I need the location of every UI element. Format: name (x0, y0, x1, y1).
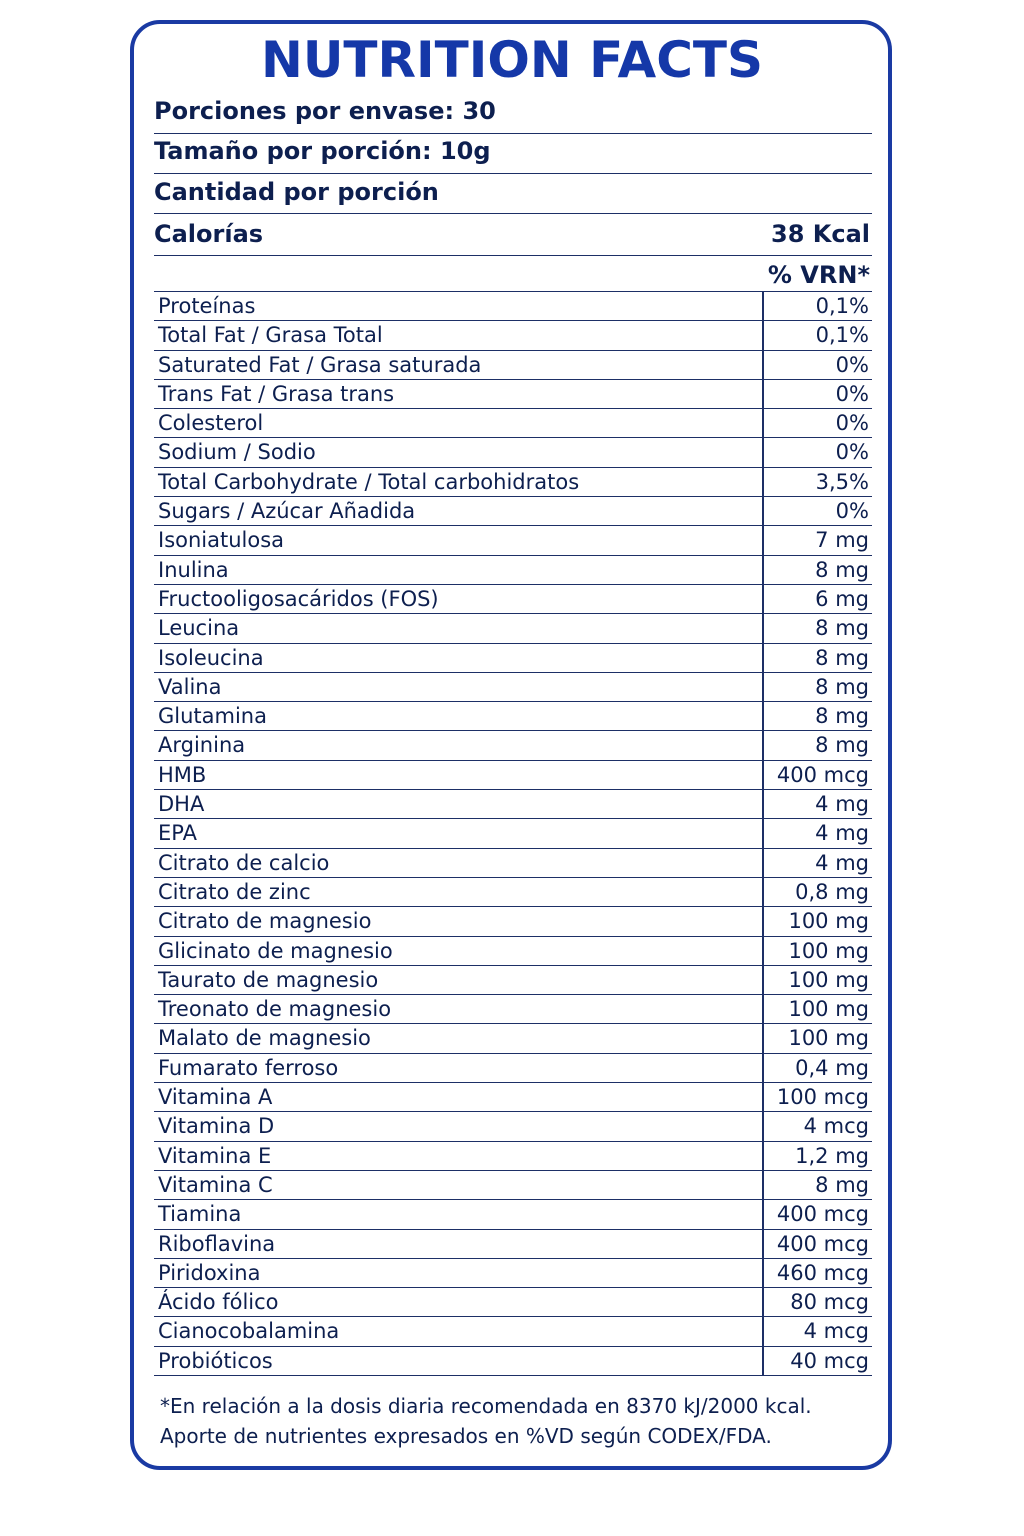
nutrient-name: Inulina (158, 557, 229, 582)
nutrient-value: 0,1% (815, 323, 869, 348)
nutrient-name: Sugars / Azúcar Añadida (158, 499, 416, 524)
nutrient-row (154, 1347, 872, 1376)
nutrient-row (154, 526, 872, 555)
nutrient-name: Treonato de magnesio (158, 997, 392, 1022)
nutrient-row (154, 702, 872, 731)
nutrient-row (154, 937, 872, 966)
nutrient-name: Total Carbohydrate / Total carbohidratos (158, 469, 580, 494)
nutrient-name: Saturated Fat / Grasa saturada (158, 352, 482, 377)
nutrient-value: 0% (835, 440, 869, 465)
nutrient-value: 4 mg (815, 850, 869, 875)
nutrient-row (154, 819, 872, 848)
nutrient-name: Isoleucina (158, 645, 264, 670)
nutrient-name: Vitamina C (158, 1172, 273, 1197)
nutrient-row (154, 292, 872, 321)
nutrient-value: 100 mg (788, 967, 869, 992)
nutrient-row (154, 497, 872, 526)
nutrient-value: 4 mg (815, 792, 869, 817)
nutrient-row (154, 585, 872, 614)
nutrient-table (154, 292, 872, 1376)
nutrient-row (154, 1112, 872, 1141)
nutrient-name: Glutamina (158, 704, 267, 729)
nutrient-value: 100 mg (788, 938, 869, 963)
nutrient-name: Isoniatulosa (158, 528, 285, 553)
nutrient-value: 0,8 mg (795, 879, 869, 904)
nutrient-value: 460 mcg (776, 1260, 869, 1285)
nutrient-value: 1,2 mg (795, 1143, 869, 1168)
calories-row (154, 214, 872, 256)
nutrient-name: Ácido fólico (158, 1290, 279, 1315)
nutrient-value: 4 mcg (803, 1114, 869, 1139)
nutrient-name: Fumarato ferroso (158, 1055, 339, 1080)
nutrient-row (154, 409, 872, 438)
serving-size: Tamaño por porción: 10g (154, 134, 872, 174)
nutrient-name: Vitamina D (158, 1114, 275, 1139)
nutrient-row (154, 614, 872, 643)
nutrient-row (154, 1288, 872, 1317)
nutrient-name: Proteínas (158, 294, 256, 318)
nutrient-row (154, 468, 872, 497)
nutrient-row (154, 321, 872, 350)
nutrient-value: 4 mg (815, 821, 869, 846)
nutrient-value: 8 mg (815, 557, 869, 582)
nutrient-row (154, 966, 872, 995)
nutrient-name: Citrato de calcio (158, 850, 330, 875)
nutrient-name: Leucina (158, 616, 240, 641)
footnote-line-1: *En relación a la dosis diaria recomendada en 8370 kJ/2000 kcal. (160, 1394, 812, 1418)
nutrient-value: 100 mcg (776, 1085, 869, 1110)
nutrient-name: Sodium / Sodio (158, 440, 316, 465)
nutrient-value: 7 mg (815, 528, 869, 553)
nutrient-name: Trans Fat / Grasa trans (158, 381, 395, 406)
nutrient-row (154, 1230, 872, 1259)
nutrient-row (154, 878, 872, 907)
nutrient-value: 4 mcg (803, 1319, 869, 1344)
label-title: NUTRITION FACTS (260, 31, 764, 89)
nutrient-row (154, 1054, 872, 1083)
nutrient-name: Tiamina (158, 1202, 242, 1227)
footnote-line-2: Aporte de nutrientes expresados en %VD según CODEX/FDA. (160, 1424, 772, 1448)
nutrient-row (154, 1317, 872, 1346)
nutrient-name: Arginina (158, 733, 246, 758)
nutrient-value: 100 mg (788, 997, 869, 1022)
vrn-column-header: % VRN* (767, 261, 870, 289)
nutrient-name: Probióticos (158, 1348, 273, 1373)
nutrient-name: Vitamina A (158, 1085, 273, 1110)
nutrient-value: 0% (835, 499, 869, 524)
nutrient-value: 0,4 mg (795, 1055, 869, 1080)
nutrient-name: HMB (158, 762, 207, 787)
nutrient-row (154, 731, 872, 760)
column-header-row (154, 256, 872, 292)
calories-label: Calorías (154, 220, 264, 248)
nutrient-value: 0% (835, 352, 869, 377)
nutrient-row (154, 438, 872, 467)
nutrient-name: Taurato de magnesio (158, 967, 379, 992)
nutrient-value: 100 mg (788, 1026, 869, 1051)
nutrient-name: Total Fat / Grasa Total (158, 323, 383, 348)
nutrient-row (154, 1259, 872, 1288)
nutrient-value: 8 mg (815, 616, 869, 641)
nutrient-name: Citrato de zinc (158, 879, 311, 904)
nutrient-value: 0% (835, 381, 869, 406)
nutrient-row (154, 995, 872, 1024)
nutrient-value: 8 mg (815, 704, 869, 729)
nutrient-value: 8 mg (815, 645, 869, 670)
nutrient-row (154, 790, 872, 819)
nutrient-name: Citrato de magnesio (158, 909, 372, 934)
nutrient-name: Cianocobalamina (158, 1319, 340, 1344)
nutrient-row (154, 556, 872, 585)
nutrient-name: Piridoxina (158, 1260, 261, 1285)
nutrient-name: Vitamina E (158, 1143, 272, 1168)
calories-value: 38 Kcal (771, 220, 870, 248)
nutrient-row (154, 644, 872, 673)
amount-per-serving: Cantidad por porción (154, 174, 872, 214)
nutrient-value: 400 mcg (776, 762, 869, 787)
nutrient-value: 3,5% (815, 469, 869, 494)
nutrient-row (154, 1024, 872, 1053)
nutrient-row (154, 351, 872, 380)
nutrient-value: 8 mg (815, 733, 869, 758)
nutrient-name: Valina (158, 674, 222, 699)
nutrient-row (154, 380, 872, 409)
nutrient-name: Glicinato de magnesio (158, 938, 393, 963)
nutrient-row (154, 1171, 872, 1200)
nutrient-row (154, 849, 872, 878)
nutrient-name: Fructooligosacáridos (FOS) (158, 586, 439, 611)
nutrient-value: 0,1% (815, 294, 869, 318)
nutrient-value: 80 mcg (790, 1290, 869, 1315)
nutrient-value: 0% (835, 411, 869, 436)
nutrient-value: 8 mg (815, 1172, 869, 1197)
nutrient-name: DHA (158, 792, 205, 817)
nutrient-value: 40 mcg (790, 1348, 869, 1373)
nutrient-row (154, 673, 872, 702)
nutrient-value: 400 mcg (776, 1231, 869, 1256)
nutrient-row (154, 1142, 872, 1171)
nutrient-row (154, 907, 872, 936)
nutrient-name: Malato de magnesio (158, 1026, 371, 1051)
nutrient-row (154, 761, 872, 790)
nutrient-value: 100 mg (788, 909, 869, 934)
nutrient-name: Riboflavina (158, 1231, 276, 1256)
nutrient-name: Colesterol (158, 411, 264, 436)
nutrient-value: 400 mcg (776, 1202, 869, 1227)
nutrient-value: 6 mg (815, 586, 869, 611)
nutrient-value: 8 mg (815, 674, 869, 699)
nutrient-name: EPA (158, 821, 197, 846)
servings-per-container: Porciones por envase: 30 (154, 96, 872, 134)
nutrient-row (154, 1083, 872, 1112)
nutrient-row (154, 1200, 872, 1229)
